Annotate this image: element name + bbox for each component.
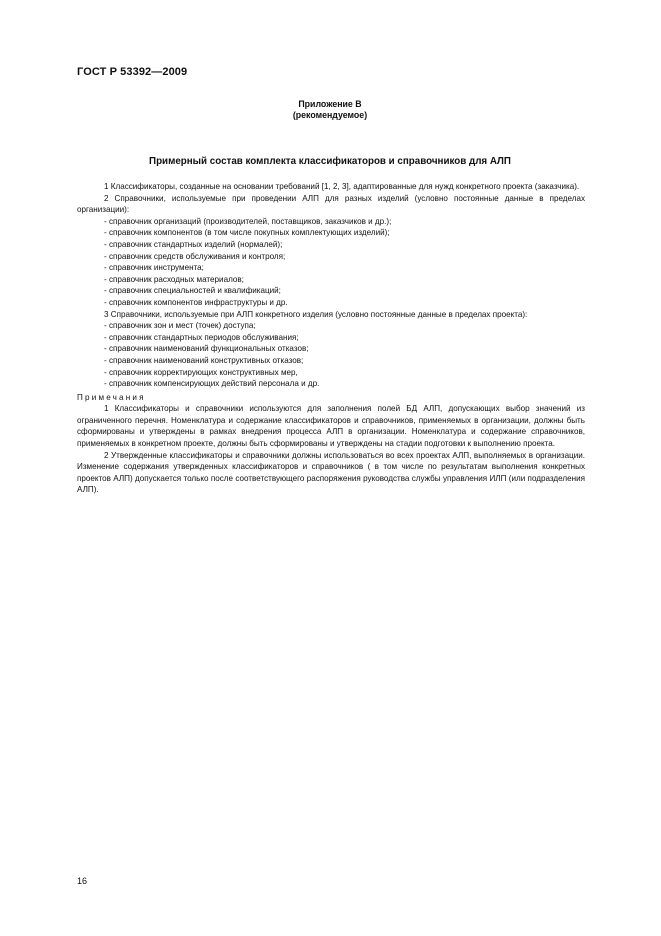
list-item: - справочник специальностей и квалификаций; [104, 286, 281, 296]
list-item: - справочник зон и мест (точек) доступа; [104, 321, 256, 331]
standard-designation: ГОСТ Р 53392—2009 [77, 66, 188, 78]
list-item: - справочник инструмента; [104, 263, 204, 273]
list-item: - справочник расходных материалов; [104, 274, 244, 284]
document-body [77, 181, 585, 496]
clause-3-intro: 3 Справочники, используемые при АЛП конкретного изделия (условно постоянные данные в пределах проекта): [104, 309, 528, 319]
annex-heading: Примерный состав комплекта классификаторов и справочников для АЛП [149, 156, 511, 167]
list-item: - справочник компенсирующих действий персонала и др. [104, 379, 320, 389]
list-item: - справочник компонентов (в том числе покупных комплектующих изделий); [104, 228, 390, 238]
list-item: - справочник средств обслуживания и контроля; [104, 251, 286, 261]
notes-title: Примечания [77, 392, 146, 402]
list-item: - справочник стандартных периодов обслуживания; [104, 332, 299, 342]
list-item: - справочник организаций (производителей, поставщиков, заказчиков и др.); [104, 216, 392, 226]
annex-title: Приложение В [298, 99, 362, 109]
list-item: - справочник наименований конструктивных отказов; [104, 355, 304, 365]
list-item: - справочник стандартных изделий (нормалей); [104, 239, 283, 249]
annex-header [77, 99, 583, 121]
page-number: 16 [77, 876, 88, 886]
annex-status: (рекомендуемое) [292, 110, 368, 120]
list-item: - справочник наименований функциональных отказов; [104, 344, 309, 354]
list-item: - справочник компонентов инфраструктуры и др. [104, 297, 288, 307]
clause-2-intro: 2 Справочники, используемые при проведении АЛП для разных изделий (условно постоянные данные в пределах организации): [77, 193, 585, 215]
note-1: 1 Классификаторы и справочники используются для заполнения полей БД АЛП, допускающих выбор значений из ограниченного перечня. Номенклатура и содержание классификаторов и справочников, применяемых в организации, должны быть сформированы и утверждены в рамках внедрения процесса АЛП в организации. Номенклатура и содержание справочников, применяемых в конкретном проекте, должны быть сформированы и утверждены на стадии подготовки к выполнению проекта. [77, 404, 585, 449]
note-2: 2 Утвержденные классификаторы и справочники должны использоваться во всех проектах АЛП, выполняемых в организации. Изменение содержания утвержденных классификаторов и справочников ( в том числе по результатам выполнения конкретных проектов АЛП) допускается только после соответствующего распоряжения руководства службы управления ИЛП (или подразделения АЛП). [77, 450, 585, 495]
list-item: - справочник корректирующих конструктивных мер, [104, 367, 298, 377]
clause-1: 1 Классификаторы, созданные на основании требований [1, 2, 3], адаптированные для нужд конкретного проекта (заказчика). [104, 182, 580, 191]
